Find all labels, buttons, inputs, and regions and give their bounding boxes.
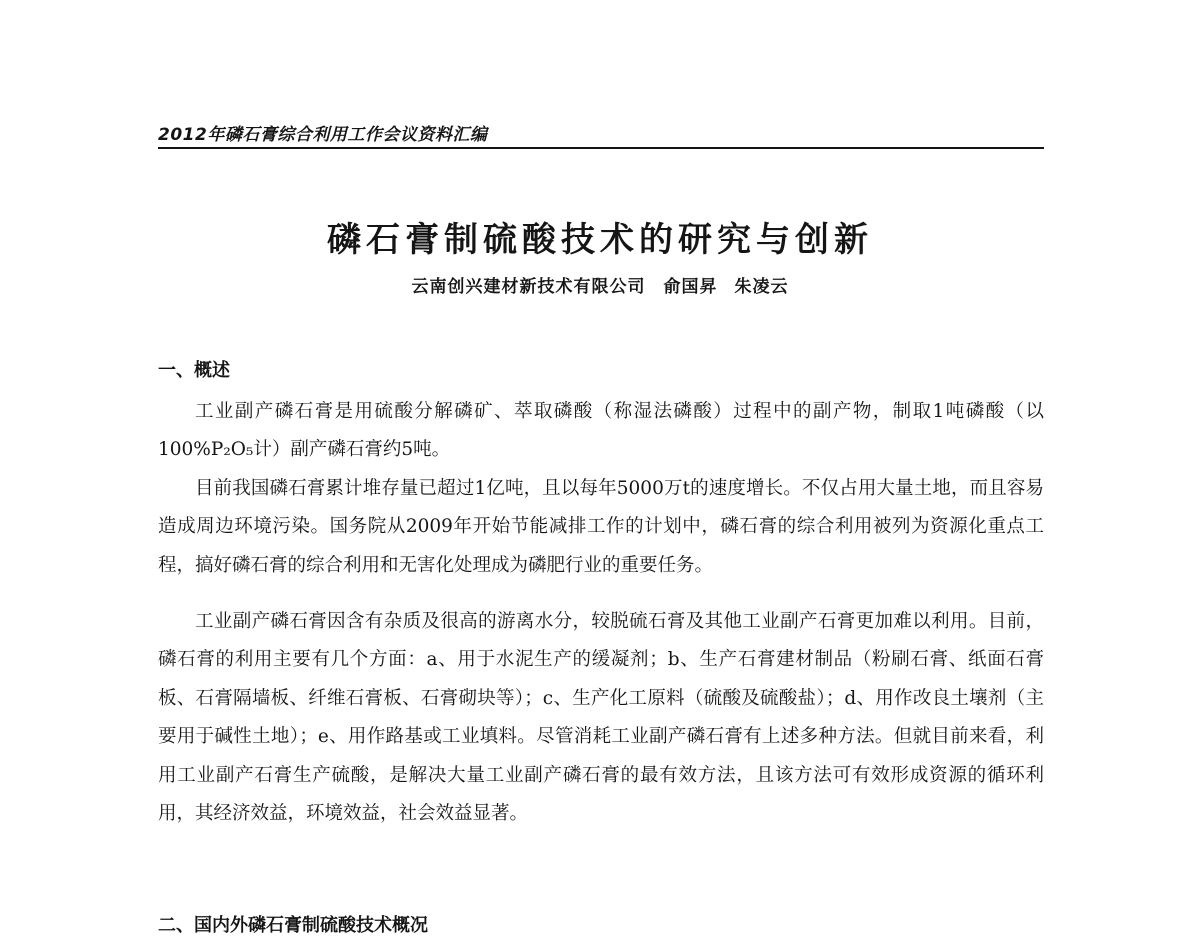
section-heading-overview: 一、概述 [158, 360, 230, 381]
section-heading-domestic-foreign: 二、国内外磷石膏制硫酸技术概况 [158, 915, 428, 936]
article-title: 磷石膏制硫酸技术的研究与创新 [327, 220, 873, 260]
running-header: 2012年磷石膏综合利用工作会议资料汇编 [158, 125, 488, 145]
paragraph: 工业副产磷石膏是用硫酸分解磷矿、萃取磷酸（称湿法磷酸）过程中的副产物，制取1吨磷酸（以100%P₂O₅计）副产磷石膏约5吨。 [158, 401, 1044, 461]
paragraph: 工业副产磷石膏因含有杂质及很高的游离水分，较脱硫石膏及其他工业副产石膏更加难以利用。目前，磷石膏的利用主要有几个方面：a、用于水泥生产的缓凝剂；b、生产石膏建材制品（粉刷石膏、纸面石膏板、石膏隔墙板、纤维石膏板、石膏砌块等）；c、生产化工原料（硫酸及硫酸盐）；d、用作改良土壤剂（主要用于碱性土地）；e、用作路基或工业填料。尽管消耗工业副产磷石膏有上述多种方法。但就目前来看，利用工业副产石膏生产硫酸，是解决大量工业副产磷石膏的最有效方法，且该方法可有效形成资源的循环利用，其经济效益，环境效益，社会效益显著。 [158, 611, 1044, 825]
organization: 云南创兴建材新技术有限公司 [411, 277, 646, 297]
header-divider [158, 147, 1044, 149]
byline [0, 272, 1200, 297]
paragraph: 目前我国磷石膏累计堆存量已超过1亿吨，且以每年5000万t的速度增长。不仅占用大量土地，而且容易造成周边环境污染。国务院从2009年开始节能减排工作的计划中，磷石膏的综合利用被列为资源化重点工程，搞好磷石膏的综合利用和无害化处理成为磷肥行业的重要任务。 [158, 478, 1044, 576]
authors: 俞国昇 朱凌云 [663, 277, 789, 297]
